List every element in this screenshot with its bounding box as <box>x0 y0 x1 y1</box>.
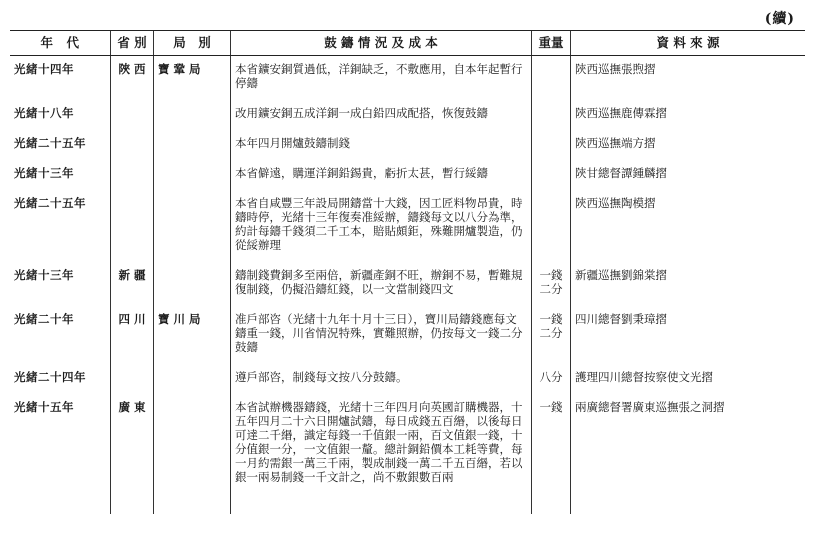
header-source: 資 料 來 源 <box>571 31 806 56</box>
table-row <box>10 364 805 394</box>
header-province: 省 別 <box>111 31 154 56</box>
cell-weight <box>532 56 571 101</box>
cell-era: 光緒十五年 <box>14 400 74 414</box>
cell-bureau: 寶 鞏 局 <box>154 56 231 101</box>
cell-bureau <box>154 130 231 160</box>
cell-source: 新疆巡撫劉錦棠摺 <box>571 262 806 306</box>
cell-era: 光緒十三年 <box>14 166 74 180</box>
cell-province: 新 疆 <box>111 262 154 306</box>
header-row <box>10 31 805 56</box>
cell-era: 光緒二十五年 <box>14 136 86 150</box>
cell-weight: 一錢二分 <box>532 262 571 306</box>
cell-province <box>111 130 154 160</box>
cell-province <box>111 100 154 130</box>
cell-description: 本省僻遠，購運洋銅鉛錫貴，虧折太甚，暫行綏鑄 <box>231 160 532 190</box>
cell-weight: 一錢二分 <box>532 306 571 364</box>
cell-description: 本年四月開爐鼓鑄制錢 <box>231 130 532 160</box>
cell-era: 光緒二十年 <box>14 312 74 326</box>
continued-mark: (續) <box>764 11 795 27</box>
cell-source: 四川總督劉秉璋摺 <box>571 306 806 364</box>
cell-province: 廣 東 <box>111 394 154 514</box>
cell-description: 本省自咸豐三年設局開鑄當十大錢，因工匠料物昂貴，時鑄時停，光緒十三年復奏准綏辦，鑄錢每文以八分為準，約計每鑄千錢須二千工本，賠貼頗鉅，殊難開爐製造，仍從綏辦理 <box>231 190 532 262</box>
cell-era: 光緒十三年 <box>14 268 74 282</box>
cell-era: 光緒十四年 <box>14 62 74 76</box>
cell-province <box>111 190 154 262</box>
cell-province <box>111 160 154 190</box>
cell-description: 遵戶部咨，制錢每文按八分鼓鑄。 <box>231 364 532 394</box>
cell-weight: 八分 <box>532 364 571 394</box>
cell-era: 光緒二十五年 <box>14 196 86 210</box>
cell-bureau: 寶 川 局 <box>154 306 231 364</box>
cell-weight <box>532 130 571 160</box>
cell-weight: 一錢 <box>532 394 571 514</box>
cell-source: 護理四川總督按察使文光摺 <box>571 364 806 394</box>
cell-source: 陝西巡撫陶模摺 <box>571 190 806 262</box>
table-row <box>10 130 805 160</box>
table-row <box>10 100 805 130</box>
cell-bureau <box>154 262 231 306</box>
cell-province: 四 川 <box>111 306 154 364</box>
cell-province: 陜 西 <box>111 56 154 101</box>
cell-bureau <box>154 100 231 130</box>
cell-source: 兩廣總督署廣東巡撫張之洞摺 <box>571 394 806 514</box>
cell-bureau <box>154 364 231 394</box>
table-row <box>10 262 805 306</box>
cell-province <box>111 364 154 394</box>
cell-era: 光緒二十四年 <box>14 370 86 384</box>
header-weight: 重量 <box>532 31 571 56</box>
cell-bureau <box>154 394 231 514</box>
header-era: 年 代 <box>10 31 111 56</box>
table-row <box>10 56 805 101</box>
coinage-table <box>10 30 805 514</box>
cell-bureau <box>154 160 231 190</box>
cell-source: 陝西巡撫張煦摺 <box>571 56 806 101</box>
cell-era: 光緒十八年 <box>14 106 74 120</box>
cell-source: 陝甘總督譚鍾麟摺 <box>571 160 806 190</box>
cell-description: 鑄制錢費銅多至兩倍，新疆產銅不旺，辦銅不易，暫難規復制錢，仍擬沿鑄紅錢，以一文當制錢四文 <box>231 262 532 306</box>
table-row <box>10 394 805 514</box>
cell-weight <box>532 100 571 130</box>
cell-description: 本省試辦機器鑄錢，光緒十三年四月向英國訂購機器，十五年四月二十六日開爐試鑄，每日成錢五百緡，以後每日可達二千緡，識定每錢一千值銀一兩，百文值銀一錢，十分值銀一分，一文值銀一釐。總計銅鉛價本工耗等費，每一月約需銀一萬三千兩，製成制錢一萬二千五百緡，若以銀一兩易制錢一千文計之，尚不敷銀數百兩 <box>231 394 532 514</box>
cell-bureau <box>154 190 231 262</box>
cell-source: 陝西巡撫鹿傳霖摺 <box>571 100 806 130</box>
table-row <box>10 306 805 364</box>
cell-source: 陝西巡撫端方摺 <box>571 130 806 160</box>
cell-description: 本省鑛安銅質過低，洋銅缺乏，不敷應用，自本年起暫行停鑄 <box>231 56 532 101</box>
table-row <box>10 190 805 262</box>
cell-weight <box>532 160 571 190</box>
cell-description: 改用鑛安銅五成洋銅一成白鉛四成配搭，恢復鼓鑄 <box>231 100 532 130</box>
cell-weight <box>532 190 571 262</box>
header-bureau: 局 別 <box>154 31 231 56</box>
table-row <box>10 160 805 190</box>
cell-description: 准戶部咨（光緒十九年十月十三日），寶川局鑄錢應每文鑄重一錢，川省情況特殊，實難照辦，仍按每文一錢二分鼓鑄 <box>231 306 532 364</box>
header-description: 鼓 鑄 情 況 及 成 本 <box>231 31 532 56</box>
